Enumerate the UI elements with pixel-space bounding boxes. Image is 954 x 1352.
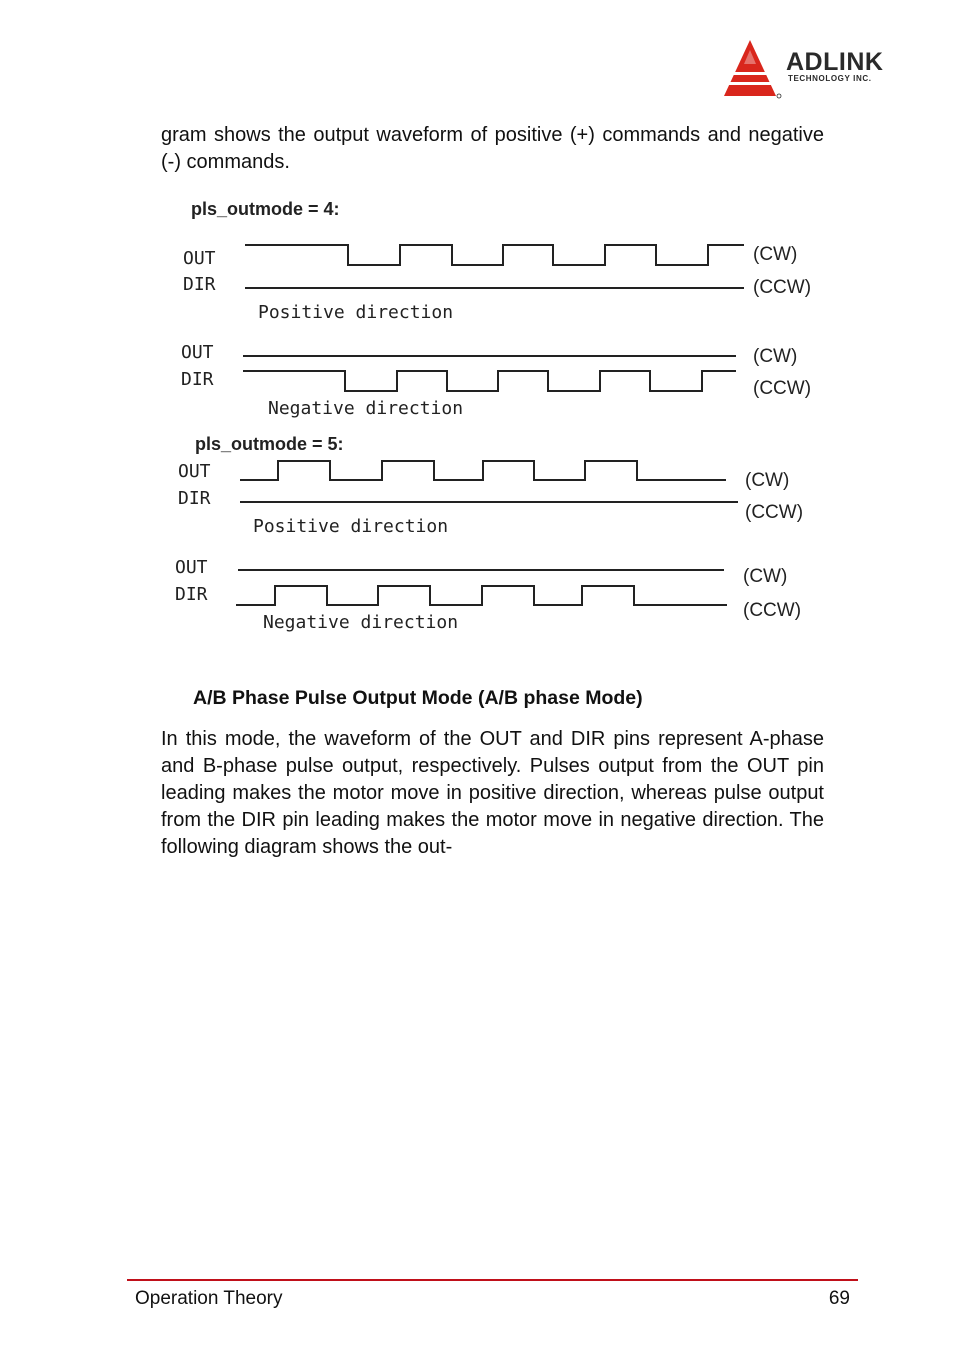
mode4-title: pls_outmode = 4:: [191, 199, 340, 219]
cw-label: (CW): [745, 470, 790, 491]
ccw-label: (CCW): [753, 277, 812, 298]
dir-label: DIR: [178, 488, 211, 509]
direction-caption: Positive direction: [258, 302, 454, 323]
dir-label: DIR: [181, 369, 214, 390]
out-label: OUT: [181, 342, 214, 363]
dir-waveform: [236, 586, 727, 605]
intro-paragraph: gram shows the output waveform of positive (+) commands and negative (-) commands.: [161, 124, 824, 173]
ccw-label: (CCW): [745, 502, 804, 523]
pulse-waveform-diagram: [160, 190, 840, 640]
out-label: OUT: [178, 461, 211, 482]
cw-label: (CW): [743, 566, 788, 587]
footer-chapter-title: Operation Theory: [135, 1288, 283, 1309]
footer-divider: [127, 1279, 858, 1281]
company-logo: [722, 38, 912, 100]
section-body-paragraph: In this mode, the waveform of the OUT and DIR pins represent A-phase and B-phase pulse output, respectively. Pulses output from the OUT pin leading makes the motor move in positive direction, whereas pulse output from the DIR pin leading makes the motor move in negative direction. The following diagram shows the out-: [161, 728, 824, 858]
cw-label: (CW): [753, 346, 798, 367]
cw-label: (CW): [753, 244, 798, 265]
direction-caption: Positive direction: [253, 516, 449, 537]
section-heading: A/B Phase Pulse Output Mode (A/B phase Mode): [193, 687, 643, 709]
out-label: OUT: [175, 557, 208, 578]
ccw-label: (CCW): [743, 600, 802, 621]
dir-waveform: [243, 371, 736, 391]
footer-page-number: 69: [828, 1288, 850, 1309]
out-waveform: [245, 245, 744, 265]
ccw-label: (CCW): [753, 378, 812, 399]
mode5-title: pls_outmode = 5:: [195, 434, 344, 454]
out-label: OUT: [183, 248, 216, 269]
logo-subtitle: TECHNOLOGY INC.: [788, 74, 872, 83]
out-waveform: [240, 461, 726, 480]
adlink-triangle-logo-icon: [722, 38, 782, 100]
logo-brand-text: ADLINK: [786, 48, 884, 76]
dir-label: DIR: [183, 274, 216, 295]
direction-caption: Negative direction: [263, 612, 459, 633]
dir-label: DIR: [175, 584, 208, 605]
direction-caption: Negative direction: [268, 398, 464, 419]
